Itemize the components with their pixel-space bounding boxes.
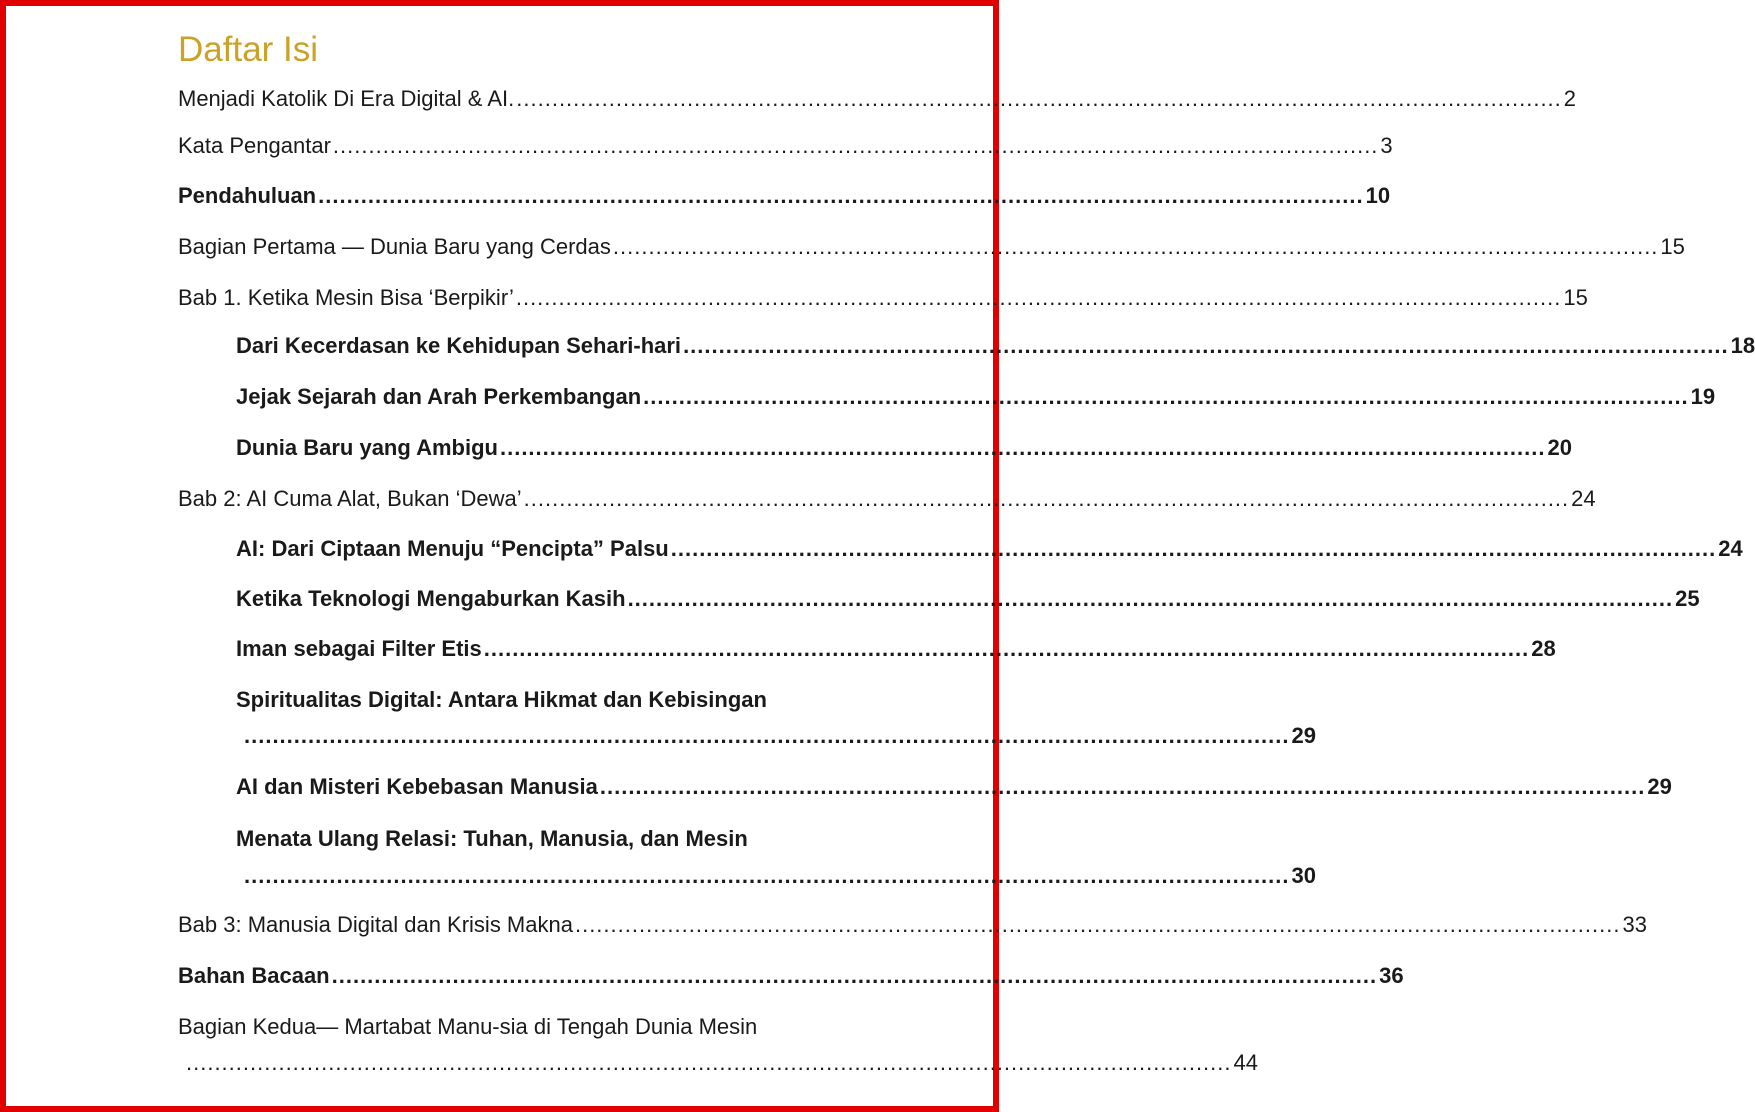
entry-page-number: 33 (1622, 912, 1647, 937)
entry-page-number: 25 (1675, 586, 1700, 611)
entry-page-number: 44 (1233, 1050, 1258, 1075)
entry-label: AI: Dari Ciptaan Menuju “Pencipta” Palsu (236, 536, 669, 561)
entry-label: Kata Pengantar (178, 133, 331, 158)
entry-page-number: 29 (1647, 774, 1672, 799)
entry-label: Bab 2: AI Cuma Alat, Bukan ‘Dewa’ (178, 486, 522, 511)
entry-label: Ketika Teknologi Mengaburkan Kasih (236, 586, 626, 611)
entry-page-number: 19 (1690, 384, 1716, 409)
dot-leader: ................................................................................................................................................... (627, 586, 1674, 611)
entry-page-number: 15 (1563, 285, 1588, 310)
toc-entry-wrapped-leader[interactable] (242, 861, 1316, 891)
toc-entry-wrapped-leader[interactable] (242, 721, 1316, 751)
entry-page-number: 20 (1547, 435, 1572, 460)
entry-page-number: 28 (1531, 636, 1556, 661)
toc-entry[interactable] (178, 283, 1588, 313)
toc-entry[interactable] (178, 484, 1596, 514)
entry-page-number: 24 (1571, 486, 1596, 511)
dot-leader: ................................................................................................................................................... (683, 333, 1729, 358)
entry-page-number: 18 (1730, 333, 1755, 358)
toc-entry[interactable] (178, 131, 1393, 161)
entry-page-number: 10 (1365, 183, 1391, 208)
entry-label: Pendahuluan (178, 183, 317, 208)
entry-page-number: 30 (1291, 863, 1316, 888)
toc-entry[interactable] (236, 331, 1755, 361)
toc-entry-wrapped-label[interactable]: Bagian Kedua— Martabat Manu-sia di Tengah Dunia Mesin (178, 1014, 758, 1039)
dot-leader: ................................................................................................................................................... (516, 86, 1562, 111)
dot-leader: ................................................................................................................................................... (331, 963, 1378, 988)
dot-leader: ................................................................................................................................................... (515, 285, 1562, 310)
toc-entry[interactable] (236, 382, 1716, 412)
entry-label: Menjadi Katolik Di Era Digital & AI. (178, 86, 515, 111)
entry-page-number: 36 (1379, 963, 1404, 988)
dot-leader: ................................................................................................................................................... (499, 435, 1546, 460)
entry-label: Dari Kecerdasan ke Kehidupan Sehari-hari (236, 333, 682, 358)
entry-page-number: 29 (1291, 723, 1316, 748)
dot-leader: ................................................................................................................................................... (186, 1050, 1232, 1075)
entry-page-number: 24 (1718, 536, 1743, 561)
toc-entry[interactable] (178, 181, 1391, 211)
toc-entry-wrapped-label[interactable]: Menata Ulang Relasi: Tuhan, Manusia, dan Mesin (236, 826, 748, 851)
toc-entry-wrapped-label[interactable]: Spiritualitas Digital: Antara Hikmat dan Kebisingan (236, 687, 767, 712)
dot-leader: ................................................................................................................................................... (670, 536, 1717, 561)
dot-leader: ................................................................................................................................................... (483, 636, 1530, 661)
toc-entry[interactable] (236, 433, 1572, 463)
toc-entry-wrapped-leader[interactable] (184, 1048, 1258, 1078)
toc-entry[interactable] (178, 961, 1404, 991)
dot-leader: ................................................................................................................................................... (318, 183, 1364, 208)
toc-entry[interactable] (236, 634, 1556, 664)
entry-label: Bab 1. Ketika Mesin Bisa ‘Berpikir’ (178, 285, 514, 310)
toc-entry[interactable] (178, 232, 1685, 262)
dot-leader: ................................................................................................................................................... (599, 774, 1646, 799)
entry-page-number: 2 (1563, 86, 1577, 111)
toc-entry[interactable] (236, 584, 1700, 614)
toc-title: Daftar Isi (178, 30, 319, 69)
entry-page-number: 3 (1380, 133, 1393, 158)
entry-label: AI dan Misteri Kebebasan Manusia (236, 774, 598, 799)
entry-label: Bahan Bacaan (178, 963, 330, 988)
entry-label: Jejak Sejarah dan Arah Perkembangan (236, 384, 642, 409)
entry-label: Dunia Baru yang Ambigu (236, 435, 498, 460)
dot-leader: ................................................................................................................................................... (612, 234, 1659, 259)
dot-leader: ................................................................................................................................................... (332, 133, 1379, 158)
dot-leader: ................................................................................................................................................... (244, 723, 1290, 748)
dot-leader: ................................................................................................................................................... (523, 486, 1570, 511)
entry-label: Bab 3: Manusia Digital dan Krisis Makna (178, 912, 573, 937)
entry-page-number: 15 (1660, 234, 1685, 259)
dot-leader: ................................................................................................................................................... (244, 863, 1290, 888)
dot-leader: ................................................................................................................................................... (574, 912, 1621, 937)
toc-entry[interactable] (236, 772, 1672, 802)
entry-label: Bagian Pertama — Dunia Baru yang Cerdas (178, 234, 611, 259)
entry-label: Iman sebagai Filter Etis (236, 636, 482, 661)
toc-entry[interactable] (178, 910, 1647, 940)
toc-entry[interactable] (236, 534, 1743, 564)
toc-entry[interactable] (178, 84, 1577, 114)
dot-leader: ................................................................................................................................................... (643, 384, 1689, 409)
